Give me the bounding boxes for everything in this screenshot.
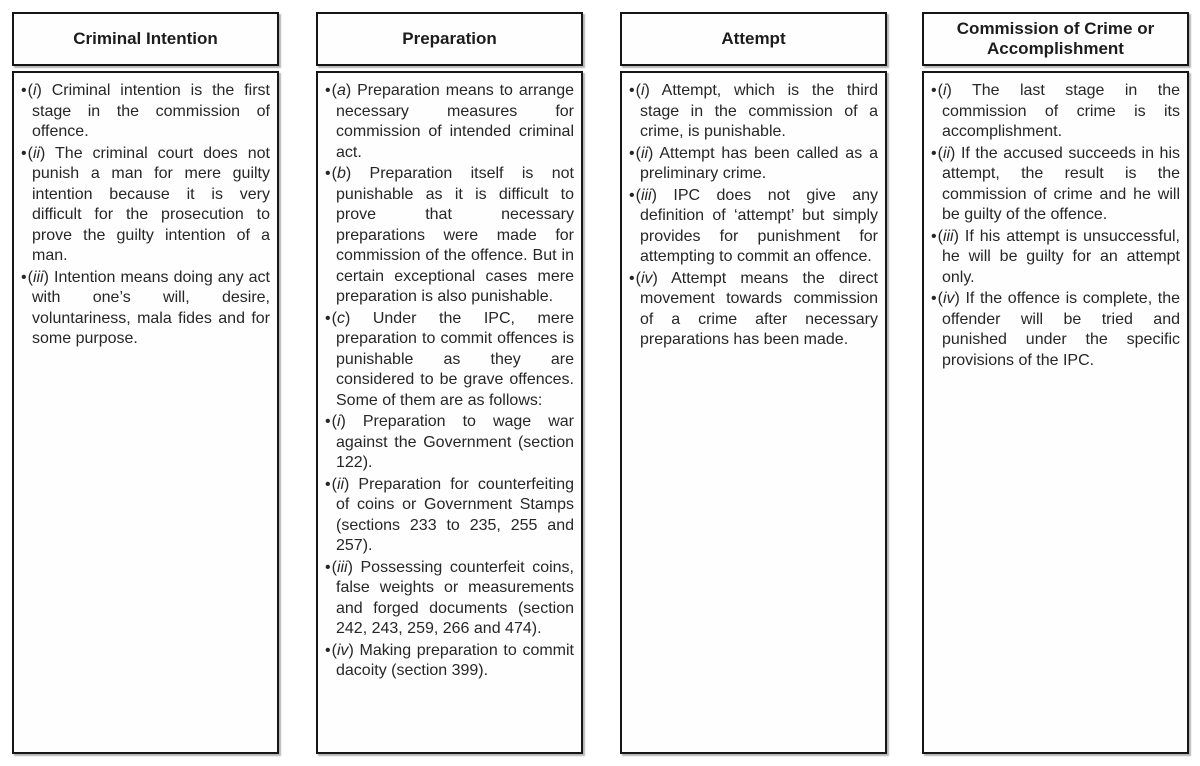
bullet-icon: • [629,186,635,204]
bullet-icon: • [629,82,635,99]
bullet-item: •(ii) The criminal court does not punish a man for mere guilty intention because it is very difficult for the prosecution to prove the guilty intention of a man. [21,144,270,264]
bullet-item: •(i) Criminal intention is the first stage in the commission of offence. [21,82,270,140]
bullet-icon: • [931,82,937,99]
column-criminal-intention [12,12,279,754]
column-commission-accomplishment [922,12,1189,754]
bullet-item: •(i) Attempt, which is the third stage in the commission of a crime, is punishable. [629,82,878,140]
column-body [316,71,583,754]
bullet-icon: • [21,144,27,162]
bullet-icon: • [325,558,331,576]
bullet-icon: • [931,144,937,162]
bullet-item: •(iii) IPC does not give any definition of ‘attempt’ but simply provides for punishment for attempting to commit an offence. [629,186,878,265]
column-header [620,12,887,66]
column-title: Preparation [402,29,497,48]
item-marker: (ii) [27,144,46,162]
bullet-item: •(a) Preparation means to arrange necessary measures for commission of intended criminal act. [325,82,574,161]
bullet-item: •(i) The last stage in the commission of crime is its accomplishment. [931,82,1180,140]
item-marker: (ii) [331,475,350,493]
item-marker: (iii) [937,227,959,245]
bullet-icon: • [21,268,27,286]
bullet-item: •(iv) Attempt means the direct movement towards commission of a crime after necessary preparations has been made. [629,269,878,348]
bullet-icon: • [325,641,331,659]
bullet-icon: • [325,165,331,182]
bullet-icon: • [931,227,937,245]
item-marker: (iv) [937,290,960,307]
bullet-icon: • [325,309,331,327]
column-header [12,12,279,66]
bullet-item: •(ii) Attempt has been called as a preliminary crime. [629,144,878,182]
item-marker: (iii) [27,268,49,286]
bullet-icon: • [325,82,331,99]
item-marker: (ii) [937,144,956,162]
bullet-item: •(i) Preparation to wage war against the Government (section 122). [325,413,574,471]
item-marker: (iv) [635,269,658,287]
column-attempt [620,12,887,754]
item-marker: (c) [331,309,351,327]
bullet-icon: • [629,144,635,162]
item-marker: (i) [331,413,346,430]
bullet-item: •(b) Preparation itself is not punishable as it is difficult to prove that necessary preparations were made for commission of the offence. But in certain exceptional cases mere preparation is also punishable. [325,165,574,305]
column-header [922,12,1189,66]
bullet-item: •(ii) Preparation for counterfeiting of coins or Government Stamps (sections 233 to 235, 255 and 257). [325,475,574,554]
item-marker: (b) [331,165,352,182]
bullet-item: •(ii) If the accused succeeds in his attempt, the result is the commission of crime and he will be guilty of the offence. [931,144,1180,223]
item-marker: (iv) [331,641,354,659]
item-marker: (i) [635,82,650,99]
bullet-item: •(iii) If his attempt is unsuccessful, he will be guilty for an attempt only. [931,227,1180,286]
bullet-item: •(c) Under the IPC, mere preparation to commit offences is punishable as they are considered to be grave offences. Some of them are as follows: [325,309,574,409]
bullet-item: •(iv) If the offence is complete, the offender will be tried and punished under the specific provisions of the IPC. [931,290,1180,369]
column-body [922,71,1189,754]
item-marker: (ii) [635,144,654,162]
column-title: Criminal Intention [73,29,218,48]
item-marker: (iii) [635,186,657,204]
bullet-item: •(iv) Making preparation to commit dacoity (section 399). [325,641,574,679]
bullet-item: •(iii) Possessing counterfeit coins, false weights or measurements and forged documents (section 242, 243, 259, 266 and 474). [325,558,574,637]
item-marker: (i) [27,82,42,99]
item-marker: (i) [937,82,952,99]
column-preparation [316,12,583,754]
bullet-icon: • [21,82,27,99]
column-header [316,12,583,66]
column-title: Attempt [721,29,786,48]
bullet-icon: • [325,413,331,430]
column-title: Commission of Crime or Accomplishment [956,19,1155,58]
item-marker: (a) [331,82,352,99]
bullet-icon: • [325,475,331,493]
column-body [620,71,887,754]
bullet-icon: • [629,269,635,287]
bullet-item: •(iii) Intention means doing any act with one’s will, desire, voluntariness, mala fides and for some purpose. [21,268,270,347]
item-marker: (iii) [331,558,353,576]
column-body [12,71,279,754]
bullet-icon: • [931,290,937,307]
